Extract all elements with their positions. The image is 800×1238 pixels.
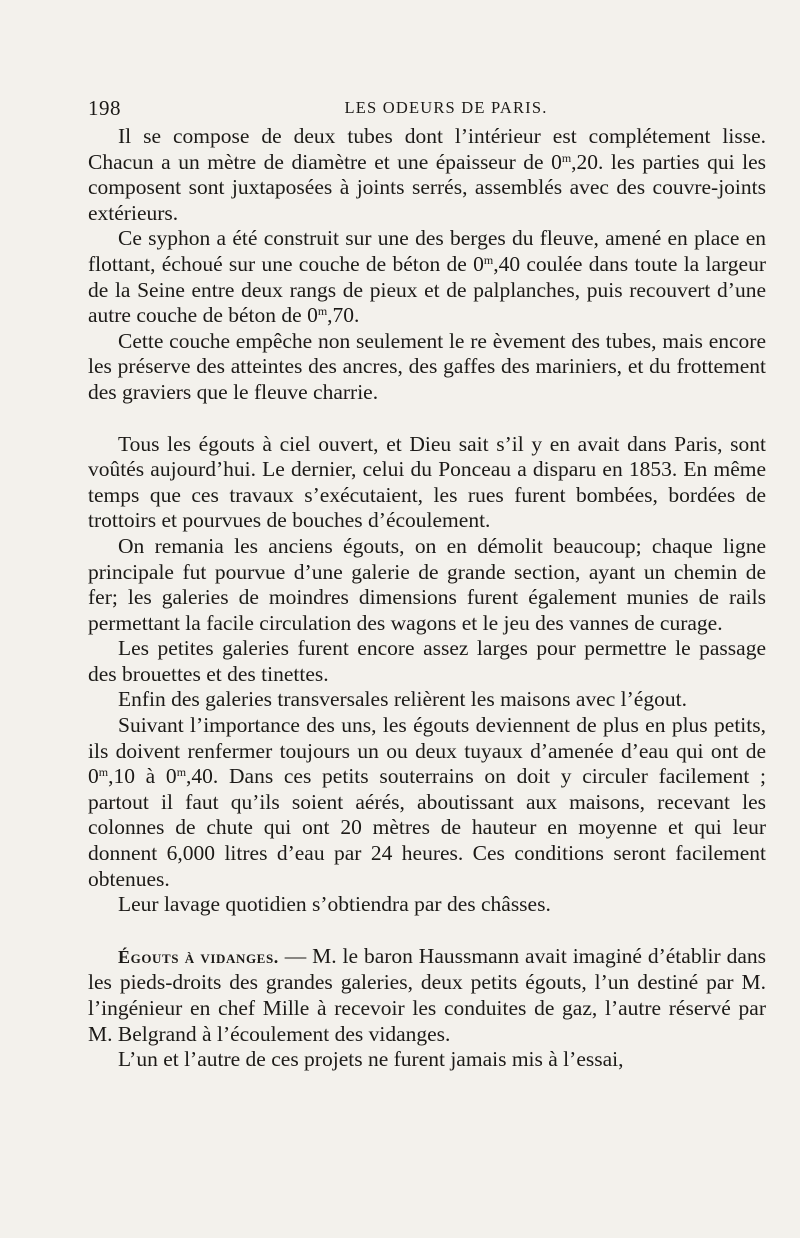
page-number: 198 bbox=[88, 96, 121, 120]
paragraph bbox=[88, 636, 766, 687]
paragraph bbox=[88, 892, 766, 918]
text-run: — M. le baron Haussmann avait imaginé d’établir dans les pieds-droits des grandes galeries, deux petits égouts, l’un destiné par M. l’ingénieur en chef Mille à recevoir les conduites de gaz, l’autre réservé par M. Belgrand à l’écoulement des vidanges. bbox=[88, 943, 766, 1046]
paragraph bbox=[88, 713, 766, 892]
text-run: Suivant l’importance des uns, les égouts deviennent de plus en plus petits, ils doivent renfermer toujours un ou deux tuyaux d’amenée d’eau qui ont de 0 bbox=[88, 713, 766, 789]
paragraph bbox=[88, 534, 766, 636]
text-run: ,10 à 0 bbox=[108, 764, 177, 789]
text-run: Cette couche empêche non seulement le re èvement des tubes, mais encore les préserve des atteintes des ancres, des gaffes des mariniers, et du frottement des graviers que le fleuve charrie. bbox=[88, 328, 766, 404]
text-run: On remania les anciens égouts, on en démolit beaucoup; chaque ligne principale fut pourvue d’une galerie de grande section, ayant un chemin de fer; les galeries de moindres dimensions furent également munies de rails permettant la facile circulation des wagons et le jeu des vannes de curage. bbox=[88, 533, 766, 635]
unit-superscript: m bbox=[317, 304, 328, 319]
text-run: ,20. les parties qui les composent sont juxtaposées à joints serrés, assemblés avec des couvre-joints extérieurs. bbox=[88, 149, 766, 225]
text-run: Enfin des galeries transversales relièrent les maisons avec l’égout. bbox=[118, 687, 687, 712]
body-text bbox=[88, 124, 766, 1073]
unit-superscript: m bbox=[98, 765, 109, 780]
section-heading: Égouts à vidanges. bbox=[118, 946, 279, 967]
text-run: ,70. bbox=[327, 303, 360, 328]
unit-superscript: m bbox=[483, 252, 494, 267]
unit-superscript: m bbox=[561, 150, 572, 165]
paragraph bbox=[88, 944, 766, 1047]
text-run: Leur lavage quotidien s’obtiendra par des châsses. bbox=[118, 892, 551, 917]
text-run: ,40 coulée dans toute la largeur de la Seine entre deux rangs de pieux et de palplanches, puis recouvert d’une autre couche de béton de 0 bbox=[88, 251, 766, 328]
text-run: Les petites galeries furent encore assez larges pour permettre le passage des brouettes et des tinettes. bbox=[88, 636, 766, 686]
paragraph bbox=[88, 329, 766, 406]
text-run: Il se compose de deux tubes dont l’intérieur est complétement lisse. Chacun a un mètre de diamètre et une épaisseur de 0 bbox=[88, 124, 766, 174]
text-run: Tous les égouts à ciel ouvert, et Dieu sait s’il y en avait dans Paris, sont voûtés aujourd’hui. Le dernier, celui du Ponceau a disparu en 1853. En même temps que ces travaux s’exécutaient, les rues furent bombées, bordées de trottoirs et pourvues de bouches d’écoulement. bbox=[88, 431, 766, 533]
page-header bbox=[88, 96, 764, 122]
paragraph bbox=[88, 687, 766, 713]
text-run: Ce syphon a été construit sur une des berges du fleuve, amené en place en flottant, échoué sur une couche de béton de 0 bbox=[88, 226, 766, 276]
text-run: ,40. Dans ces petits souterrains on doit y circuler facilement ; partout il faut qu’ils soient aérés, aboutissant aux maisons, recevant les colonnes de chute qui ont 20 mètres de hauteur en moyenne et qui leur donnent 6,000 litres d’eau par 24 heures. Ces conditions seront facilement obtenues. bbox=[88, 764, 766, 891]
running-title: LES ODEURS DE PARIS. bbox=[344, 98, 548, 117]
unit-superscript: m bbox=[176, 765, 187, 780]
paragraph bbox=[88, 432, 766, 534]
paragraph bbox=[88, 124, 766, 226]
paragraph bbox=[88, 1047, 766, 1073]
text-run: L’un et l’autre de ces projets ne furent jamais mis à l’essai, bbox=[118, 1047, 624, 1072]
paragraph bbox=[88, 226, 766, 328]
